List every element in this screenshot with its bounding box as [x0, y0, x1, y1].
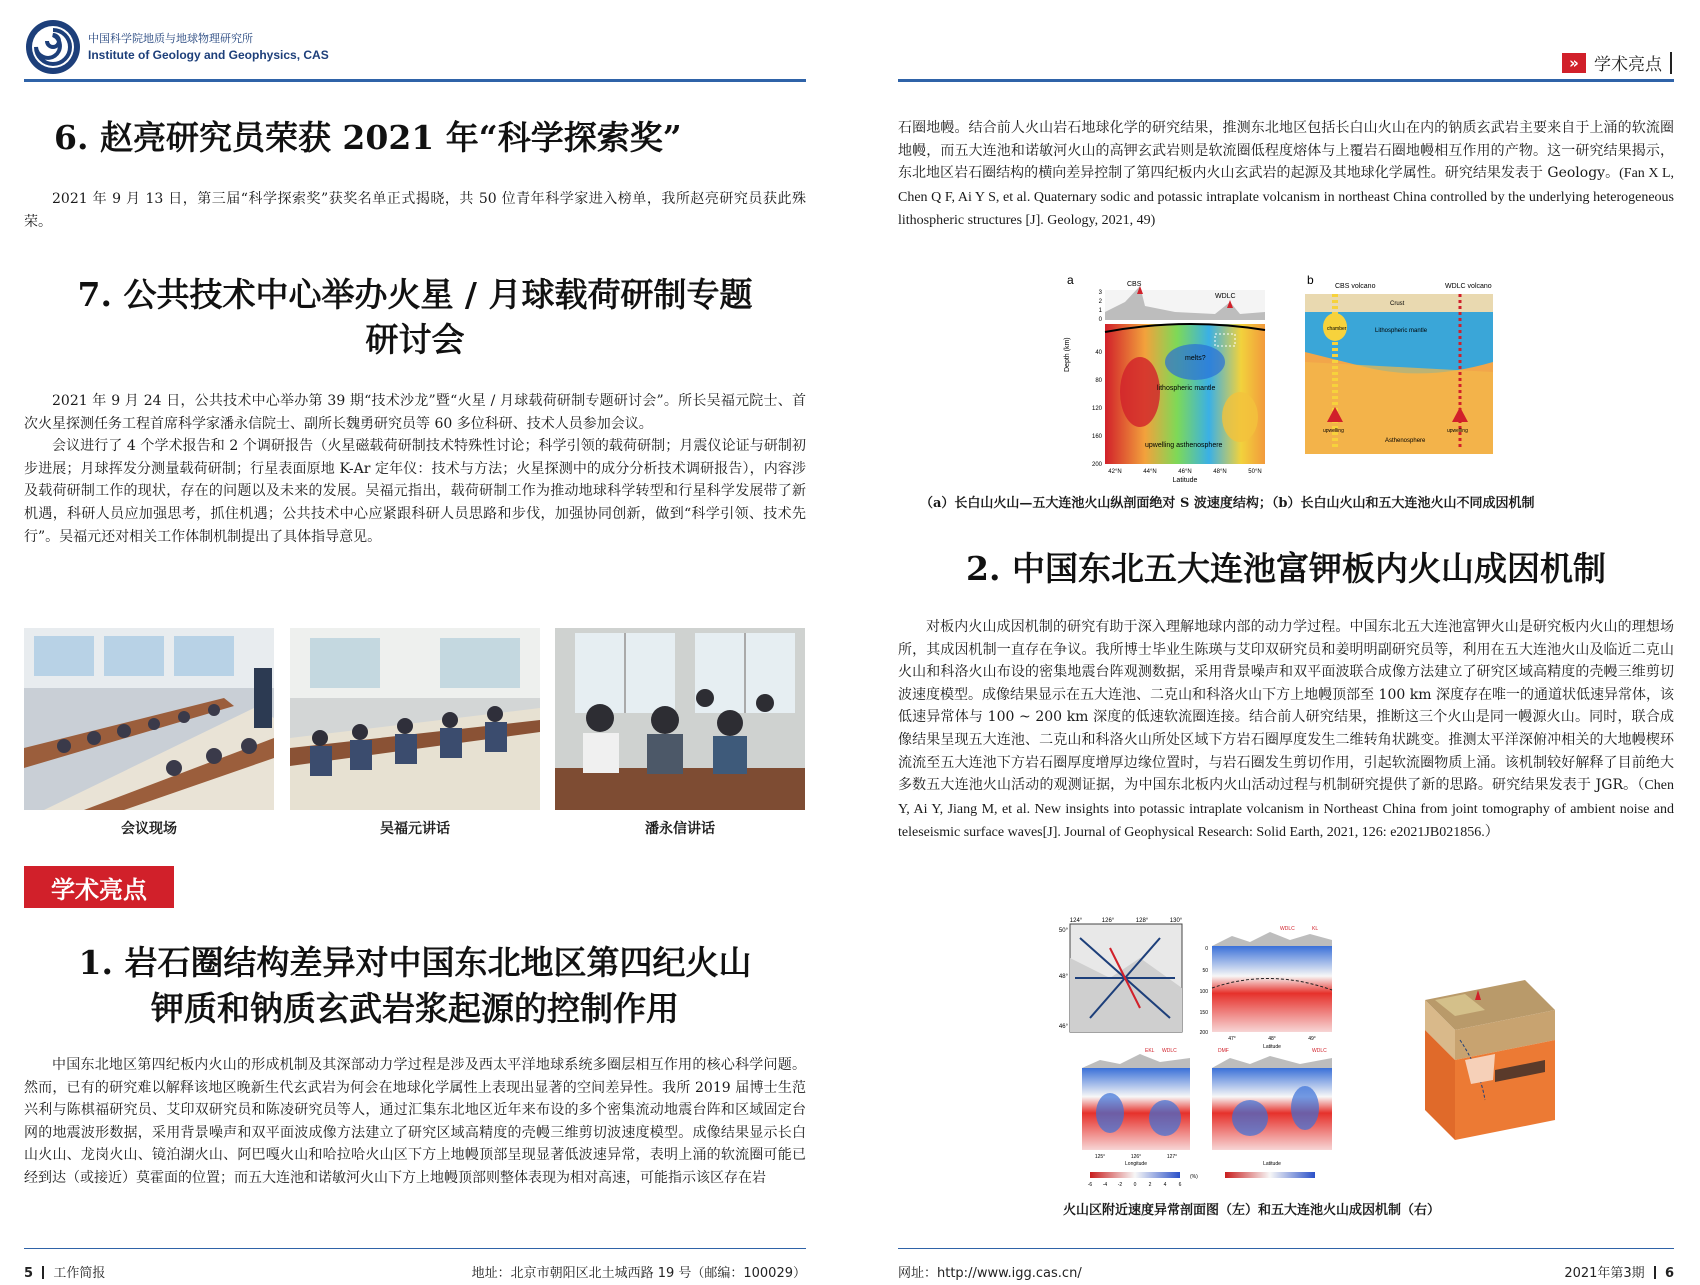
footer-left-label: 工作简报	[53, 1266, 106, 1281]
section-tr-depth-tick: 200	[1199, 1030, 1208, 1036]
cb-tick: 2	[1148, 1182, 1152, 1188]
section-tr-xlabel: Latitude	[1263, 1044, 1281, 1050]
map-lat-tick: 50°	[1058, 928, 1068, 934]
footer-left-page-number: 5	[24, 1266, 34, 1281]
section-tag-academic-highlights: 学术亮点	[24, 866, 174, 908]
photo-caption-2: 吴福元讲话	[380, 821, 450, 837]
footer-left-page-label	[24, 1262, 105, 1281]
map-lat-tick: 48°	[1058, 974, 1068, 980]
section-6-title: 6. 赵亮研究员荣获 2021 年“科学探索奖”	[54, 118, 682, 157]
figure-1b-mechanism	[1305, 272, 1493, 454]
header-section-label: 学术亮点	[1594, 55, 1662, 75]
section-7-body	[24, 390, 806, 548]
header-section-bar	[1670, 52, 1672, 74]
section-bl-ekl: EKL	[1145, 1048, 1155, 1054]
article-1-body-continued	[898, 117, 1674, 233]
fig-a-ylabel: Depth (km)	[1064, 337, 1071, 372]
fig-a-ytick: 3	[1098, 290, 1102, 296]
fig-a-ytick: 2	[1098, 299, 1102, 305]
footer-url: 网址：http://www.igg.cas.cn/	[898, 1266, 1082, 1281]
photo-meeting-venue	[24, 628, 274, 810]
fig-a-xtick: 44°N	[1143, 469, 1157, 475]
fig-a-melts: melts?	[1185, 355, 1206, 362]
fig-b-wdlc: WDLC volcano	[1445, 283, 1492, 290]
photo-wu-fuyuan-speech	[290, 628, 540, 810]
section-tr-depth-tick: 150	[1199, 1010, 1208, 1016]
fig-b-crust: Crust	[1390, 301, 1405, 307]
section-bl-lon-tick: 127°	[1166, 1154, 1178, 1160]
fig-b-upw1: upwelling	[1323, 428, 1344, 434]
footer-divider	[42, 1266, 44, 1279]
org-name-cn: 中国科学院地质与地球物理研究所	[88, 32, 253, 45]
fig-a-xtick: 50°N	[1248, 469, 1262, 475]
section-bl-lon-tick: 126°	[1130, 1154, 1142, 1160]
fig-a-ytick: 0	[1098, 317, 1102, 323]
section-tr-depth-tick: 50	[1202, 968, 1208, 974]
fig-a-cbs: CBS	[1127, 281, 1142, 288]
article-1-title-line1: 1. 岩石圈结构差异对中国东北地区第四纪火山	[78, 943, 752, 982]
section-tr-lat-tick: 49°	[1308, 1036, 1316, 1042]
section-tr-depth-tick: 0	[1205, 946, 1208, 952]
footer-rule-left	[24, 1248, 806, 1249]
photo-caption-3: 潘永信讲话	[645, 821, 715, 837]
footer-issue	[1564, 1262, 1674, 1281]
header-rule	[24, 79, 806, 82]
section-tr-lat-tick: 48°	[1268, 1036, 1276, 1042]
fig-a-ytick: 1	[1098, 308, 1102, 314]
section-br-wdlc: WDLC	[1312, 1048, 1327, 1054]
fig-a-xtick: 42°N	[1108, 469, 1122, 475]
footer-right-page-number: 6	[1664, 1266, 1674, 1281]
footer-address: 地址：北京市朝阳区北土城西路 19 号（邮编：100029）	[471, 1266, 806, 1281]
cb-tick: 6	[1178, 1182, 1182, 1188]
section-br-xlabel: Latitude	[1263, 1161, 1281, 1167]
right-page	[850, 0, 1700, 1285]
fig-a-xlabel: Latitude	[1172, 477, 1198, 484]
map-lon-tick: 130°	[1169, 918, 1183, 924]
fig-a-label: a	[1067, 273, 1074, 287]
fig-a-xtick: 48°N	[1213, 469, 1227, 475]
article-1-body: 中国东北地区第四纪板内火山的形成机制及其深部动力学过程是涉及西太平洋地球系统多圈层相互作用的核心科学问题。然而，已有的研究难以解释该地区晚新生代玄武岩为何会在地球化学属性上表现出显著的空间差异性。我所 2019 届博士生范兴利与陈棋福研究员、艾印双研究员和陈凌研究员等人，通过汇集东北地区近年来布设的多个密集流动地震台阵和区域固定台网的地震波形数据，采用背景噪声和双平面波成像方法建立了研究区域高精度的壳幔三维剪切波速度模型。成像结果显示长白山火山、龙岗火山、镜泊湖火山、阿巴嘎火山和哈拉哈火山区下方上地幔顶部呈现显著低波速异常，表明上涌的软流圈可能已经到达（或接近）莫霍面的位置；而五大连池和诺敏河火山下方上地幔顶部则整体表现为相对高速，可能指示该区存在岩	[24, 1057, 806, 1186]
section-bl-wdlc: WDLC	[1162, 1048, 1177, 1054]
section-tr-wdlc: WDLC	[1280, 926, 1295, 932]
article-1-reference: (Fan X L, Chen Q F, Ai Y S, et al. Quaternary sodic and potassic intraplate volcanism in northeast China controlled by the underlying heterogeneous lithospheric structures [J]. Geology, 2021, 49)	[898, 166, 1675, 229]
section-7-title-line2: 研讨会	[365, 320, 465, 359]
fig-b-label: b	[1307, 273, 1314, 287]
photo-caption-1: 会议现场	[121, 821, 177, 837]
section-bl-lon-tick: 125°	[1094, 1154, 1106, 1160]
footer-issue-label: 2021年第3期	[1564, 1266, 1645, 1281]
section-tr-kl: KL	[1312, 926, 1319, 932]
double-chevron-icon: »	[1562, 53, 1586, 73]
cb-tick: 4	[1163, 1182, 1167, 1188]
section-tr-lat-tick: 47°	[1228, 1036, 1236, 1042]
section-7-title-line1: 7. 公共技术中心举办火星 / 月球载荷研制专题	[77, 275, 753, 314]
cb-label: (%)	[1190, 1174, 1198, 1180]
section-7-para-1: 2021 年 9 月 24 日，公共技术中心举办第 39 期“技术沙龙”暨“火星 / 月球载荷研制专题研讨会”。所长吴福元院士、首次火星探测任务工程首席科学家潘永信院士、副所长魏勇研究员等 60 多位科研、技术人员参加会议。	[24, 393, 806, 432]
section-6-body: 2021 年 9 月 13 日，第三届“科学探索奖”获奖名单正式揭晓，共 50 位青年科学家进入榜单，我所赵亮研究员获此殊荣。	[24, 191, 806, 230]
fig-a-ytick: 40	[1095, 350, 1102, 356]
section-7-title	[24, 272, 806, 362]
institute-logo-icon	[24, 18, 82, 76]
figure-2-caption: 火山区附近速度异常剖面图（左）和五大连池火山成因机制（右）	[1063, 1203, 1441, 1218]
article-1-title	[24, 940, 806, 1032]
fig-a-upw: upwelling asthenosphere	[1145, 442, 1223, 449]
figure-2-velocity-sections	[1050, 918, 1390, 1190]
fig-a-ytick: 80	[1095, 378, 1102, 384]
map-lon-tick: 126°	[1101, 918, 1115, 924]
cb-tick: -2	[1117, 1182, 1123, 1188]
fig-a-wdlc: WDLC	[1215, 293, 1236, 300]
fig-a-ytick: 200	[1091, 462, 1102, 468]
map-lat-tick: 46°	[1058, 1024, 1068, 1030]
fig-a-ytick: 120	[1091, 406, 1102, 412]
section-br-dmf: DMF	[1218, 1048, 1229, 1054]
article-2-title: 2. 中国东北五大连池富钾板内火山成因机制	[966, 549, 1606, 588]
figure-1a-velocity-section	[1065, 272, 1275, 484]
figure-2-mechanism-block	[1405, 980, 1557, 1142]
cb-tick: 0	[1133, 1182, 1137, 1188]
fig-a-lith: lithospheric mantle	[1157, 385, 1216, 392]
fig-b-lith: Lithospheric mantle	[1375, 328, 1428, 334]
article-2-text: 对板内火山成因机制的研究有助于深入理解地球内部的动力学过程。中国东北五大连池富钾火山是研究板内火山的理想场所，其成因机制一直存在争议。我所博士毕业生陈瑛与艾印双研究员和姜明明副研究员等，利用在五大连池火山及临近二克山火山和科洛火山布设的密集地震台阵观测数据，采用背景噪声和双平面波联合成像方法建立了研究区域高精度的壳幔三维剪切波速度模型。成像结果显示在五大连池、二克山和科洛火山下方上地幔顶部至 100 km 深度存在唯一的通道状低速异常体，该低速异常体与 100 ~ 200 km 深度的低速软流圈连接。结合前人研究结果，推断这三个火山是同一幔源火山。同时，联合成像结果呈现五大连池、二克山和科洛火山所处区域下方岩石圈厚度发生二维转角状跳变。推测太平洋深俯冲相关的大地幔楔环流流至五大连池下方岩石圈厚度增厚边缘位置时，与岩石圈发生剪切作用，引起软流圈物质上涌。该机制较好解释了目前绝大多数五大连池火山活动的观测证据，为中国东北板内火山活动过程与机制研究提供了新的思路。研究结果发表于 JGR。	[898, 619, 1674, 794]
org-name-en: Institute of Geology and Geophysics, CAS	[88, 48, 329, 62]
section-7-para-2: 会议进行了 4 个学术报告和 2 个调研报告（火星磁载荷研制技术特殊性讨论；科学引领的载荷研制；月震仪论证与研制初步进展；月球挥发分测量载荷研制；行星表面原地 K-Ar 定年仪：技术与方法；火星探测中的成分分析技术调研报告），内容涉及载荷研制工作的现状，存在的问题以及未来的发展。吴福元指出，载荷研制工作为推动地球科学转型和行星科学发展带了新机遇，科研人员应加强思考，抓住机遇；公共技术中心应紧跟科研人员思路和步伐，加强协同创新，做到“科学引领、技术先行”。吴福元还对相关工作体制机制提出了具体指导意见。	[24, 438, 806, 545]
article-1-cont-text: 石圈地幔。结合前人火山岩石地球化学的研究结果，推测东北地区包括长白山火山在内的钠质玄武岩主要来自于上涌的软流圈地幔，而五大连池和诺敏河火山的高钾玄武岩则是软流圈低程度熔体与上覆岩石圈地幔相互作用的产物。这一研究结果揭示，东北地区岩石圈结构的横向差异控制了第四纪板内火山玄武岩的起源及其地球化学属性。研究结果发表于 Geology。	[898, 120, 1674, 182]
article-2-body	[898, 616, 1674, 845]
fig-b-asth: Asthenosphere	[1385, 438, 1426, 444]
article-2-reference: （Chen Y, Ai Y, Jiang M, et al. New insights into potassic intraplate volcanism in Northeast China from joint tomography of ambient noise and teleseismic surface waves[J]. Journal of Geophysical Research: Solid Earth, 2021, 126: e2021JB021856.）	[898, 778, 1674, 841]
article-1-title-line2: 钾质和钠质玄武岩浆起源的控制作用	[151, 989, 679, 1028]
map-lon-tick: 128°	[1135, 918, 1149, 924]
header-rule-right	[898, 79, 1674, 82]
fig-a-ytick: 160	[1091, 434, 1102, 440]
header-section-tag	[1562, 50, 1672, 75]
fig-b-upw2: upwelling	[1447, 428, 1468, 434]
figure-1-caption: （a）长白山火山—五大连池火山纵剖面绝对 S 波速度结构；（b）长白山火山和五大连池火山不同成因机制	[920, 496, 1535, 511]
fig-a-xtick: 46°N	[1178, 469, 1192, 475]
fig-b-chamber: chamber	[1327, 326, 1347, 332]
footer-divider-right	[1654, 1266, 1656, 1279]
section-bl-xlabel: Longitude	[1125, 1161, 1147, 1167]
footer-rule-right	[898, 1248, 1674, 1249]
cb-tick: -6	[1087, 1182, 1093, 1188]
photo-pan-yongxin-speech	[555, 628, 805, 810]
cb-tick: -4	[1102, 1182, 1108, 1188]
map-lon-tick: 124°	[1069, 918, 1083, 924]
section-tr-depth-tick: 100	[1199, 989, 1208, 995]
fig-b-cbs: CBS volcano	[1335, 283, 1376, 290]
